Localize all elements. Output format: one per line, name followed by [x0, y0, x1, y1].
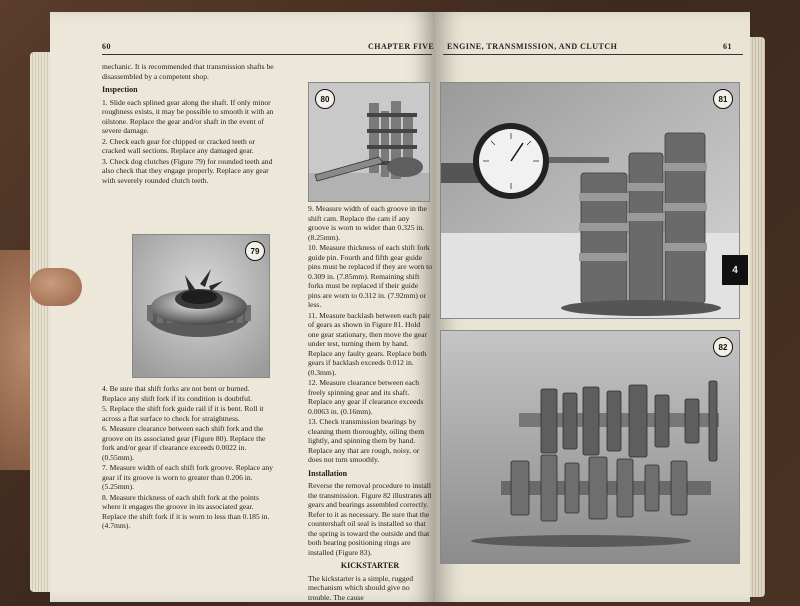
header-rule-left — [102, 54, 432, 55]
inspection-step-13: 13. Check transmission bearings by cleaning them thoroughly, oiling them lightly, and spinning them by hand. Replace any that are rough, noisy, or does not turn smoothly. — [308, 417, 425, 464]
inspection-step-9: 9. Measure width of each groove in the shift cam. Replace the cam if any groove is worn to wider than 0.325 in. (8.25mm). — [308, 204, 427, 242]
inspection-step-3: 3. Check dog clutches (Figure 79) for rounded teeth and also check that they engage properly. Replace any gear with severely rounded clutch teeth. — [102, 156, 273, 185]
left-page — [50, 12, 435, 602]
figure-80-number: 80 — [315, 89, 335, 109]
inspection-step-7: 7. Measure width of each shift fork groove. Replace any gear if its groove is worn to greater than 0.206 in. (5.25mm). — [102, 463, 274, 491]
right-page — [435, 12, 750, 602]
header-rule-right — [443, 54, 743, 55]
left-column-top — [102, 62, 274, 186]
installation-text: Reverse the removal procedure to install the transmission. Figure 82 illustrates all gears and bearings assembled correctly. Refer to it as necessary. Be sure that the countershaft oil seal is installed so that the spring is toward the outside and that both bearing positioning rings are installed (Figure 83). — [308, 481, 432, 557]
inspection-step-6: 6. Measure clearance between each shift fork and the groove on its associated gear (Figure 80). Replace the fork and/or gear if clearance exceeds 0.0022 in. (0.55mm). — [102, 424, 266, 462]
running-head-right: ENGINE, TRANSMISSION, AND CLUTCH — [447, 42, 618, 51]
inspection-step-2: 2. Check each gear for chipped or cracked teeth or cracked wall sections. Replace any damaged gear. — [102, 136, 256, 155]
inspection-step-4: 4. Be sure that shift forks are not bent or burned. Replace any shift fork if its condition is doubtful. — [102, 384, 252, 403]
chapter-tab-marker: 4 — [722, 255, 748, 285]
left-page-right-column — [308, 204, 432, 602]
inspection-heading: Inspection — [102, 85, 138, 94]
inspection-step-8: 8. Measure thickness of each shift fork at the points where it engages the groove in its associated gear. Replace the shift fork if it is worn to less than 0.185 in. (4.7mm). — [102, 492, 270, 530]
figure-80-photo — [308, 82, 430, 202]
figure-82-photo — [440, 330, 740, 564]
inspection-step-10: 10. Measure thickness of each shift fork guide pin. Fourth and fifth gear guide pins must be replaced if they are worn to 0.309 in. (7.85mm). Remaining shift forks must be replaced if their guide pins are worn to 0.312 in. (7.92mm) or less. — [308, 243, 432, 309]
figure-79-photo — [132, 234, 270, 378]
inspection-step-11: 11. Measure backlash between each pair of gears as shown in Figure 81. Hold one gear stationary, then move the gear under test, turning them by hand. Replace any faulty gears. Replace both gears if backlash exceeds 0.012 in. (0.3mm). — [308, 310, 431, 377]
inspection-step-1: 1. Slide each splined gear along the shaft. If only minor roughness exists, it may be possible to smooth it with an oilstone. Replace the gear and/or shaft in the event of severe damage. — [102, 97, 274, 135]
left-column-bottom — [102, 384, 274, 532]
page-number-left: 60 — [102, 42, 111, 51]
inspection-step-12: 12. Measure clearance between each freely spinning gear and its shaft. Replace any gear if clearance exceeds 0.0063 in. (0.16mm). — [308, 378, 424, 416]
open-book — [30, 12, 765, 602]
inspection-step-5: 5. Replace the shift fork guide rail if it is bent. Roll it across a flat surface to check for straightness. — [102, 404, 264, 423]
intro-text: mechanic. It is recommended that transmission shafts be disassembled by a competent shop. — [102, 62, 274, 81]
figure-81-photo — [440, 82, 740, 319]
figure-81-number: 81 — [713, 89, 733, 109]
running-head-left: CHAPTER FIVE — [368, 42, 435, 51]
page-number-right: 61 — [723, 42, 732, 51]
thumb — [30, 268, 82, 306]
installation-heading: Installation — [308, 468, 348, 478]
figure-82-number: 82 — [713, 337, 733, 357]
kickstarter-text: The kickstarter is a simple, rugged mechanism which should give no trouble. The cause — [308, 573, 414, 602]
kickstarter-heading: KICKSTARTER — [340, 561, 400, 570]
figure-79-number: 79 — [245, 241, 265, 261]
